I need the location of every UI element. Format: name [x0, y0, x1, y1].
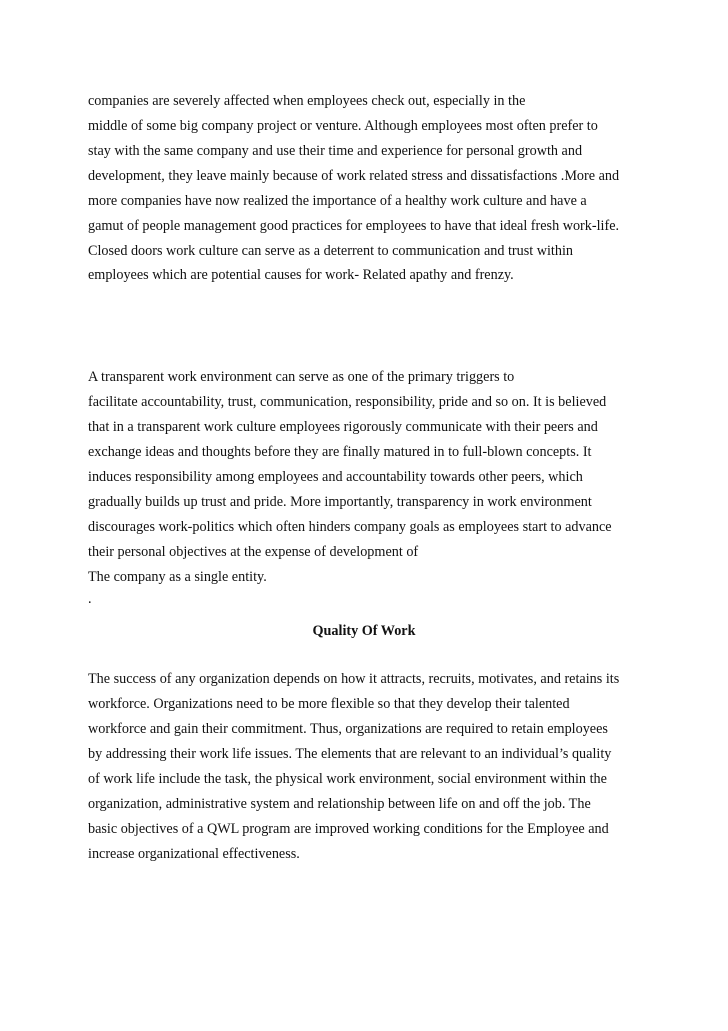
text-line: A transparent work environment can serve as one of the primary triggers to: [88, 369, 515, 385]
text-line: The company as a single entity.: [88, 569, 267, 585]
text-line: gamut of people management good practices for employees to have that ideal fresh work-life.: [88, 218, 620, 234]
text-line: middle of some big company project or venture. Although employees most often prefer to: [88, 118, 598, 134]
text-line: of work life include the task, the physical work environment, social environment within the: [88, 771, 607, 787]
text-line: their personal objectives at the expense of development of: [88, 544, 419, 560]
text-line: workforce and gain their commitment. Thus, organizations are required to retain employees: [88, 721, 608, 737]
section-heading: Quality Of Work: [312, 623, 416, 639]
text-line: increase organizational effectiveness.: [88, 846, 300, 862]
text-line: by addressing their work life issues. The elements that are relevant to an individual’s quality: [88, 746, 612, 762]
text-line: exchange ideas and thoughts before they are finally matured in to full-blown concepts. It: [88, 444, 592, 460]
text-line: basic objectives of a QWL program are improved working conditions for the Employee and: [88, 821, 609, 837]
text-line: facilitate accountability, trust, communication, responsibility, pride and so on. It is believed: [88, 394, 607, 410]
text-line: development, they leave mainly because of work related stress and dissatisfactions .More and: [88, 168, 620, 184]
text-line: that in a transparent work culture employees rigorously communicate with their peers and: [88, 419, 598, 435]
text-line: workforce. Organizations need to be more flexible so that they develop their talented: [88, 696, 570, 712]
text-line: more companies have now realized the importance of a healthy work culture and have a: [88, 193, 587, 209]
text-line: .: [88, 591, 92, 607]
text-line: gradually builds up trust and pride. More importantly, transparency in work environment: [88, 494, 592, 510]
text-line: employees which are potential causes for work- Related apathy and frenzy.: [88, 267, 514, 283]
text-line: The success of any organization depends on how it attracts, recruits, motivates, and retains its: [88, 671, 620, 687]
text-line: companies are severely affected when employees check out, especially in the: [88, 93, 526, 109]
text-line: Closed doors work culture can serve as a deterrent to communication and trust within: [88, 243, 574, 259]
text-line: discourages work-politics which often hinders company goals as employees start to advance: [88, 519, 612, 535]
text-line: stay with the same company and use their time and experience for personal growth and: [88, 143, 583, 159]
text-line: induces responsibility among employees and accountability towards other peers, which: [88, 469, 583, 485]
text-line: organization, administrative system and relationship between life on and off the job. The: [88, 796, 591, 812]
